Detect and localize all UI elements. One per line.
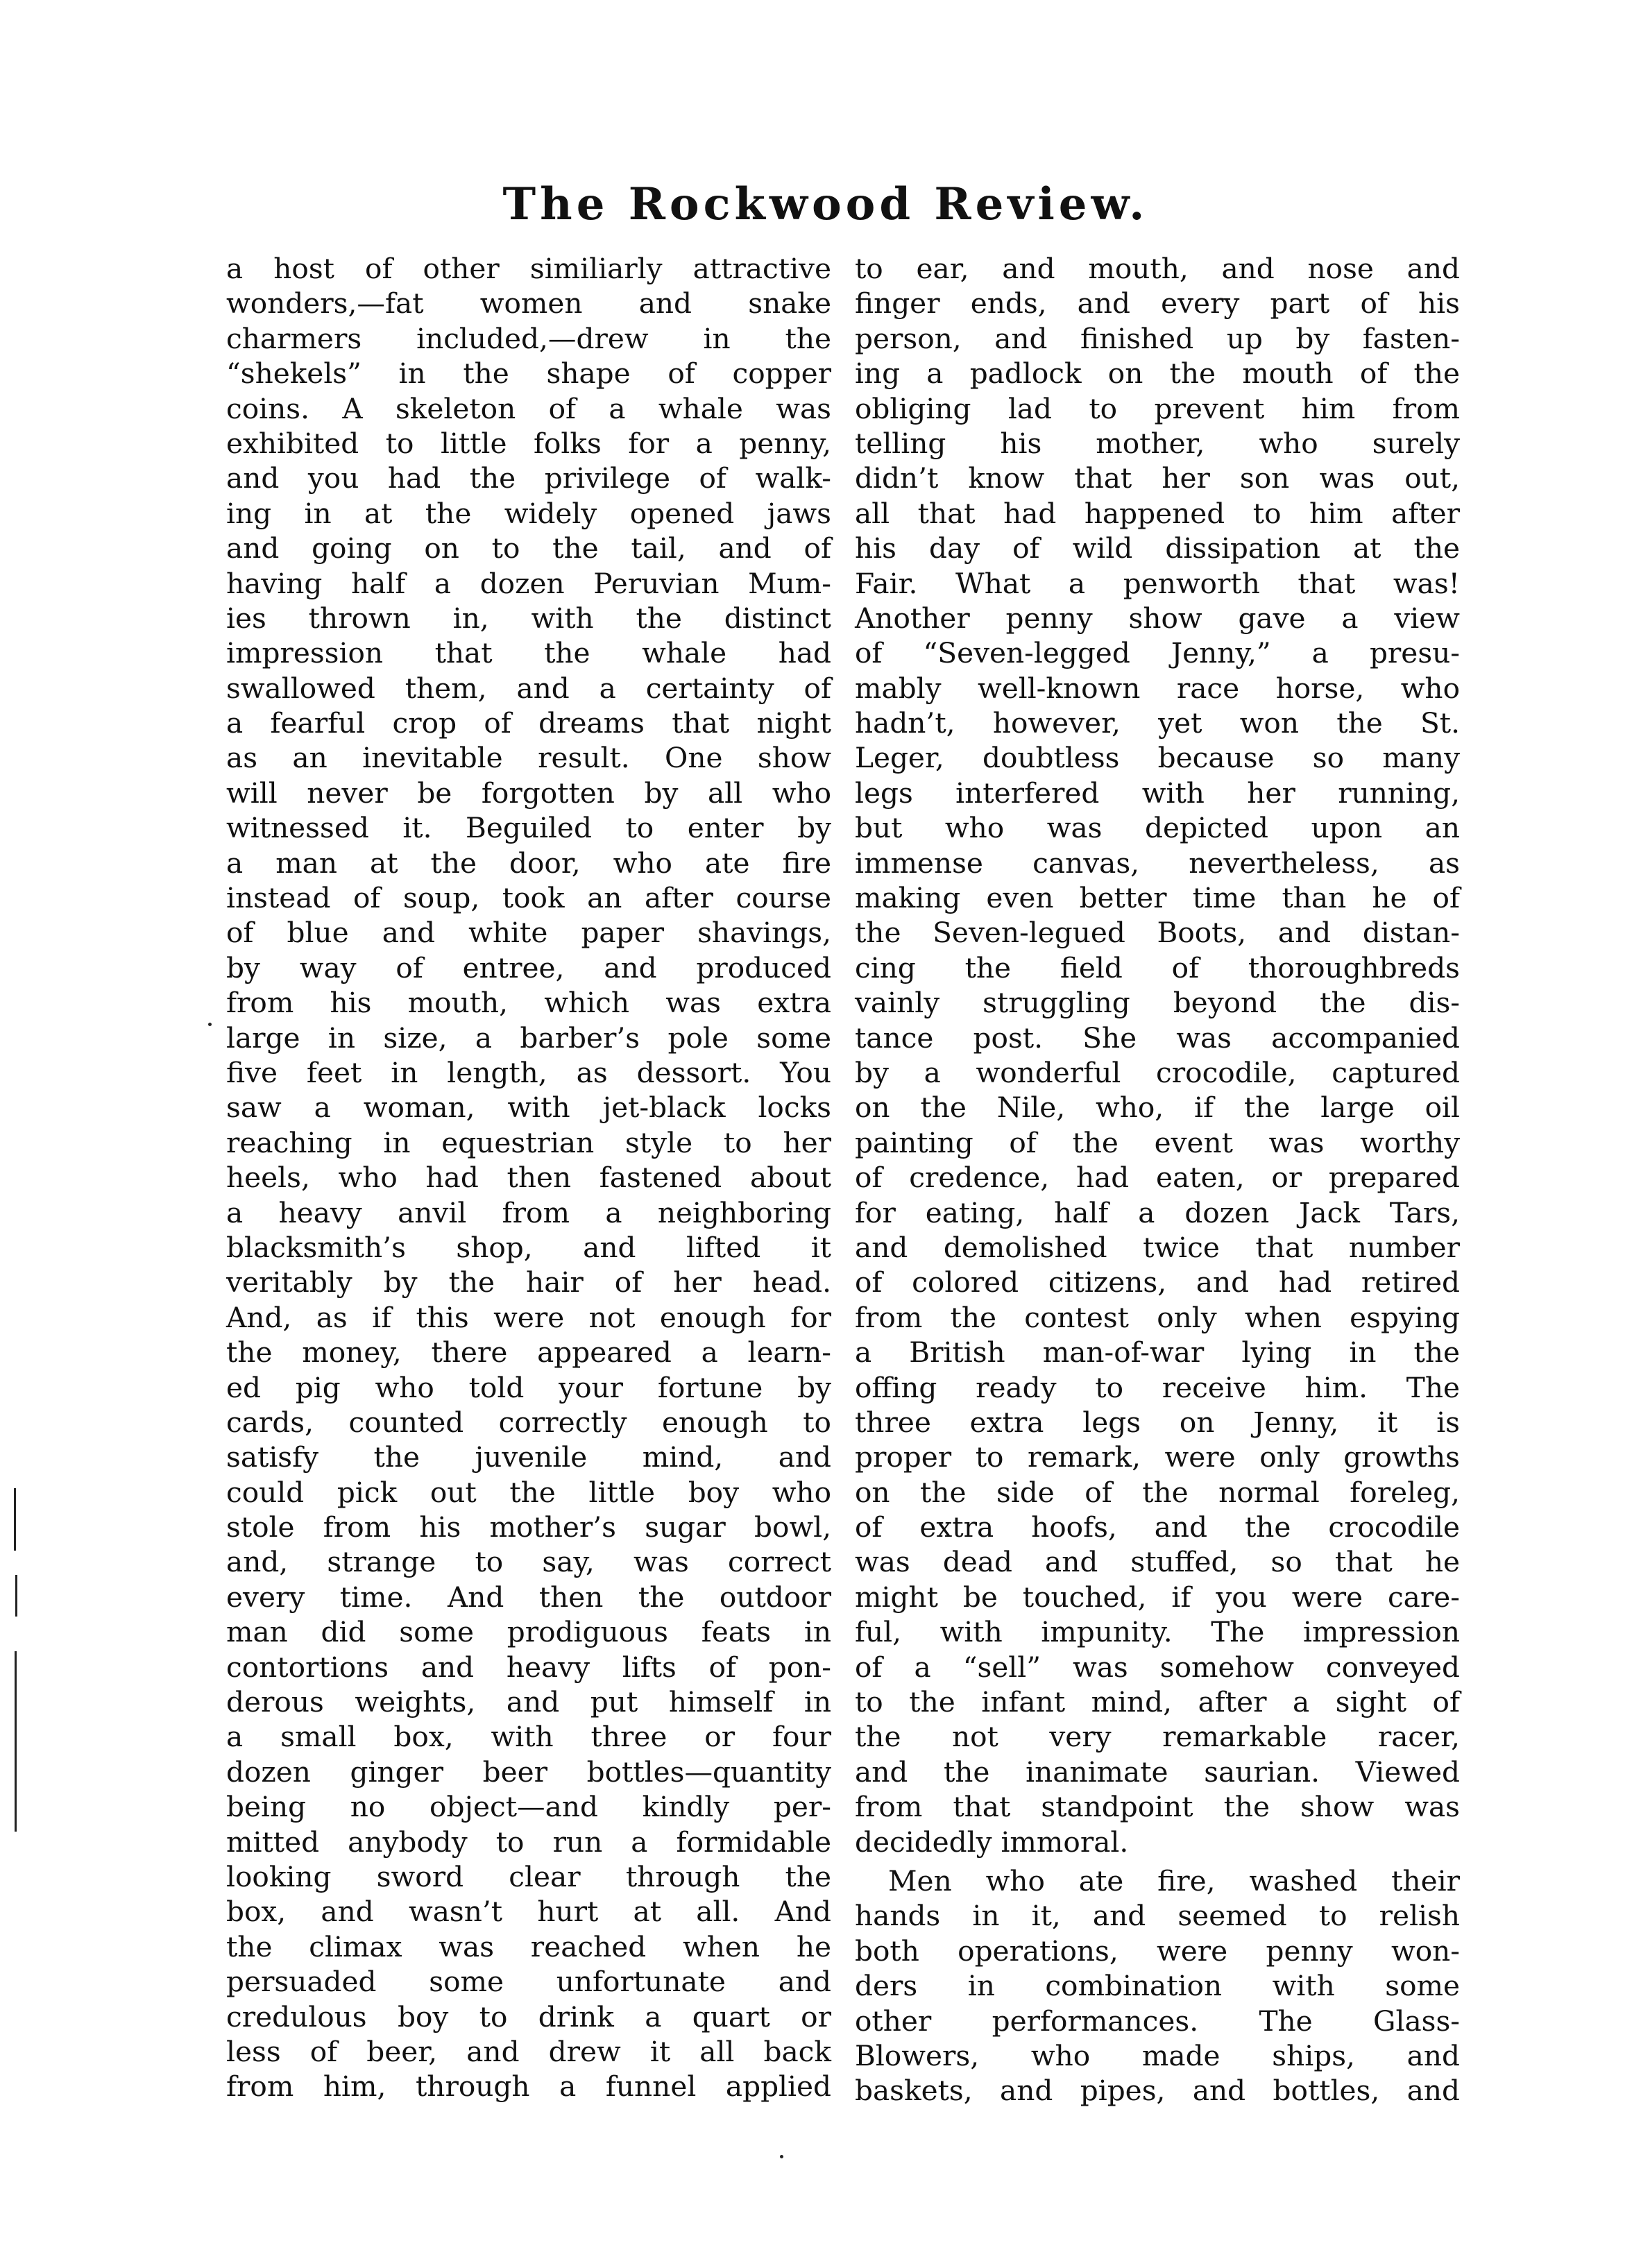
text-line: person, and finished up by fasten- — [855, 321, 1460, 355]
text-line: could pick out the little boy who — [226, 1475, 831, 1509]
text-line: from him, through a funnel applied — [226, 2070, 831, 2104]
text-line: and the inanimate saurian. Viewed — [855, 1755, 1460, 1789]
text-line: making even better time than he of — [855, 881, 1460, 915]
text-line: box, and wasn’t hurt at all. And — [226, 1895, 831, 1929]
text-line: proper to remark, were only growths — [855, 1440, 1460, 1474]
text-line: of a “sell” was somehow conveyed — [855, 1650, 1460, 1684]
text-line: didn’t know that her son was out, — [855, 461, 1460, 495]
text-line: tance post. She was accompanied — [855, 1021, 1460, 1055]
text-line: Fair. What a penworth that was! — [855, 566, 1460, 600]
text-line: to ear, and mouth, and nose and — [855, 252, 1460, 285]
text-line: a fearful crop of dreams that night — [226, 706, 831, 740]
text-line: the money, there appeared a learn- — [226, 1336, 831, 1370]
text-line: a host of other similiarly attractive — [226, 252, 831, 285]
page-header-title: The Rockwood Review. — [502, 178, 1149, 230]
text-line: instead of soup, took an after course — [226, 881, 831, 915]
text-line: ing a padlock on the mouth of the — [855, 357, 1460, 391]
text-line: ies thrown in, with the distinct — [226, 601, 831, 635]
text-line: swallowed them, and a certainty of — [226, 671, 831, 705]
text-line: the Seven-legued Boots, and distan- — [855, 916, 1460, 950]
scan-mark — [780, 2155, 783, 2158]
text-line: contortions and heavy lifts of pon- — [226, 1650, 831, 1684]
text-line: ful, with impunity. The impression — [855, 1615, 1460, 1649]
text-line: every time. And then the outdoor — [226, 1580, 831, 1614]
text-line: large in size, a barber’s pole some — [226, 1021, 831, 1055]
text-line: looking sword clear through the — [226, 1859, 831, 1893]
text-line: a heavy anvil from a neighboring — [226, 1195, 831, 1229]
text-line: dozen ginger beer bottles—quantity — [226, 1755, 831, 1789]
text-line: painting of the event was worthy — [855, 1125, 1460, 1159]
text-line: both operations, were penny won- — [855, 1934, 1460, 1968]
text-line: to the infant mind, after a sight of — [855, 1685, 1460, 1719]
text-line: from his mouth, which was extra — [226, 986, 831, 1020]
text-line: credulous boy to drink a quart or — [226, 2000, 831, 2033]
text-line: being no object—and kindly per- — [226, 1790, 831, 1824]
text-line: baskets, and pipes, and bottles, and — [855, 2074, 1460, 2108]
text-line: all that had happened to him after — [855, 496, 1460, 530]
text-line: satisfy the juvenile mind, and — [226, 1440, 831, 1474]
text-line: finger ends, and every part of his — [855, 287, 1460, 321]
text-line: five feet in length, as dessort. You — [226, 1055, 831, 1089]
text-line: of extra hoofs, and the crocodile — [855, 1510, 1460, 1544]
right-column — [855, 251, 1460, 2108]
text-line: hadn’t, however, yet won the St. — [855, 706, 1460, 740]
text-line: obliging lad to prevent him from — [855, 391, 1460, 425]
scan-mark — [14, 1488, 16, 1551]
scan-mark — [15, 1651, 17, 1832]
text-line: might be touched, if you were care- — [855, 1580, 1460, 1614]
scan-mark — [208, 1023, 212, 1026]
text-line: a man at the door, who ate fire — [226, 846, 831, 880]
text-line: man did some prodiguous feats in — [226, 1615, 831, 1649]
text-line: derous weights, and put himself in — [226, 1685, 831, 1719]
text-line: by way of entree, and produced — [226, 950, 831, 984]
text-line: veritably by the hair of her head. — [226, 1265, 831, 1299]
text-line: a British man-of-war lying in the — [855, 1336, 1460, 1370]
text-line: persuaded some unfortunate and — [226, 1965, 831, 1999]
text-line: heels, who had then fastened about — [226, 1161, 831, 1195]
text-line: of colored citizens, and had retired — [855, 1265, 1460, 1299]
text-line: And, as if this were not enough for — [226, 1300, 831, 1334]
text-line: legs interfered with her running, — [855, 776, 1460, 810]
text-line: blacksmith’s shop, and lifted it — [226, 1230, 831, 1264]
text-line: as an inevitable result. One show — [226, 741, 831, 775]
text-line: from that standpoint the show was — [855, 1790, 1460, 1824]
text-line: by a wonderful crocodile, captured — [855, 1055, 1460, 1089]
text-line: of “Seven-legged Jenny,” a presu- — [855, 636, 1460, 670]
text-line: on the Nile, who, if the large oil — [855, 1091, 1460, 1125]
text-line: witnessed it. Beguiled to enter by — [226, 811, 831, 845]
text-line: the climax was reached when he — [226, 1929, 831, 1963]
text-line: mably well-known race horse, who — [855, 671, 1460, 705]
text-line: cing the field of thoroughbreds — [855, 950, 1460, 984]
text-line: but who was depicted upon an — [855, 811, 1460, 845]
text-line: hands in it, and seemed to relish — [855, 1899, 1460, 1933]
text-line: three extra legs on Jenny, it is — [855, 1405, 1460, 1439]
text-line: a small box, with three or four — [226, 1720, 831, 1754]
text-line: offing ready to receive him. The — [855, 1370, 1460, 1404]
text-line: and going on to the tail, and of — [226, 531, 831, 565]
text-line: “shekels” in the shape of copper — [226, 357, 831, 391]
text-line: of credence, had eaten, or prepared — [855, 1161, 1460, 1195]
text-line: Blowers, who made ships, and — [855, 2038, 1460, 2072]
text-line: his day of wild dissipation at the — [855, 531, 1460, 565]
text-line: cards, counted correctly enough to — [226, 1405, 831, 1439]
text-line: stole from his mother’s sugar bowl, — [226, 1510, 831, 1544]
text-line: Leger, doubtless because so many — [855, 741, 1460, 775]
text-line: and demolished twice that number — [855, 1230, 1460, 1264]
text-line: other performances. The Glass- — [855, 2004, 1460, 2038]
text-line: less of beer, and drew it all back — [226, 2034, 831, 2068]
text-line: having half a dozen Peruvian Mum- — [226, 566, 831, 600]
text-line: from the contest only when espying — [855, 1300, 1460, 1334]
text-line: coins. A skeleton of a whale was — [226, 391, 831, 425]
text-line: ders in combination with some — [855, 1969, 1460, 2003]
text-line: and you had the privilege of walk- — [226, 461, 831, 495]
text-line: exhibited to little folks for a penny, — [226, 426, 831, 460]
text-line: Men who ate fire, washed their — [888, 1864, 1460, 1898]
text-line: ing in at the widely opened jaws — [226, 496, 831, 530]
left-column — [226, 251, 831, 2104]
text-line: for eating, half a dozen Jack Tars, — [855, 1195, 1460, 1229]
text-line: of blue and white paper shavings, — [226, 916, 831, 950]
text-line: mitted anybody to run a formidable — [226, 1825, 831, 1859]
text-line: decidedly immoral. — [855, 1825, 1129, 1859]
text-line: will never be forgotten by all who — [226, 776, 831, 810]
text-line: ed pig who told your fortune by — [226, 1370, 831, 1404]
text-line: Another penny show gave a view — [855, 601, 1460, 635]
text-line: telling his mother, who surely — [855, 426, 1460, 460]
text-line: on the side of the normal foreleg, — [855, 1475, 1460, 1509]
text-line: immense canvas, nevertheless, as — [855, 846, 1460, 880]
text-line: was dead and stuffed, so that he — [855, 1545, 1460, 1579]
text-line: wonders,—fat women and snake — [226, 287, 831, 321]
text-line: reaching in equestrian style to her — [226, 1125, 831, 1159]
text-line: saw a woman, with jet-black locks — [226, 1091, 831, 1125]
text-line: impression that the whale had — [226, 636, 831, 670]
text-line: the not very remarkable racer, — [855, 1720, 1460, 1754]
text-line: vainly struggling beyond the dis- — [855, 986, 1460, 1020]
text-line: and, strange to say, was correct — [226, 1545, 831, 1579]
scan-mark — [15, 1575, 17, 1617]
text-line: charmers included,—drew in the — [226, 321, 831, 355]
